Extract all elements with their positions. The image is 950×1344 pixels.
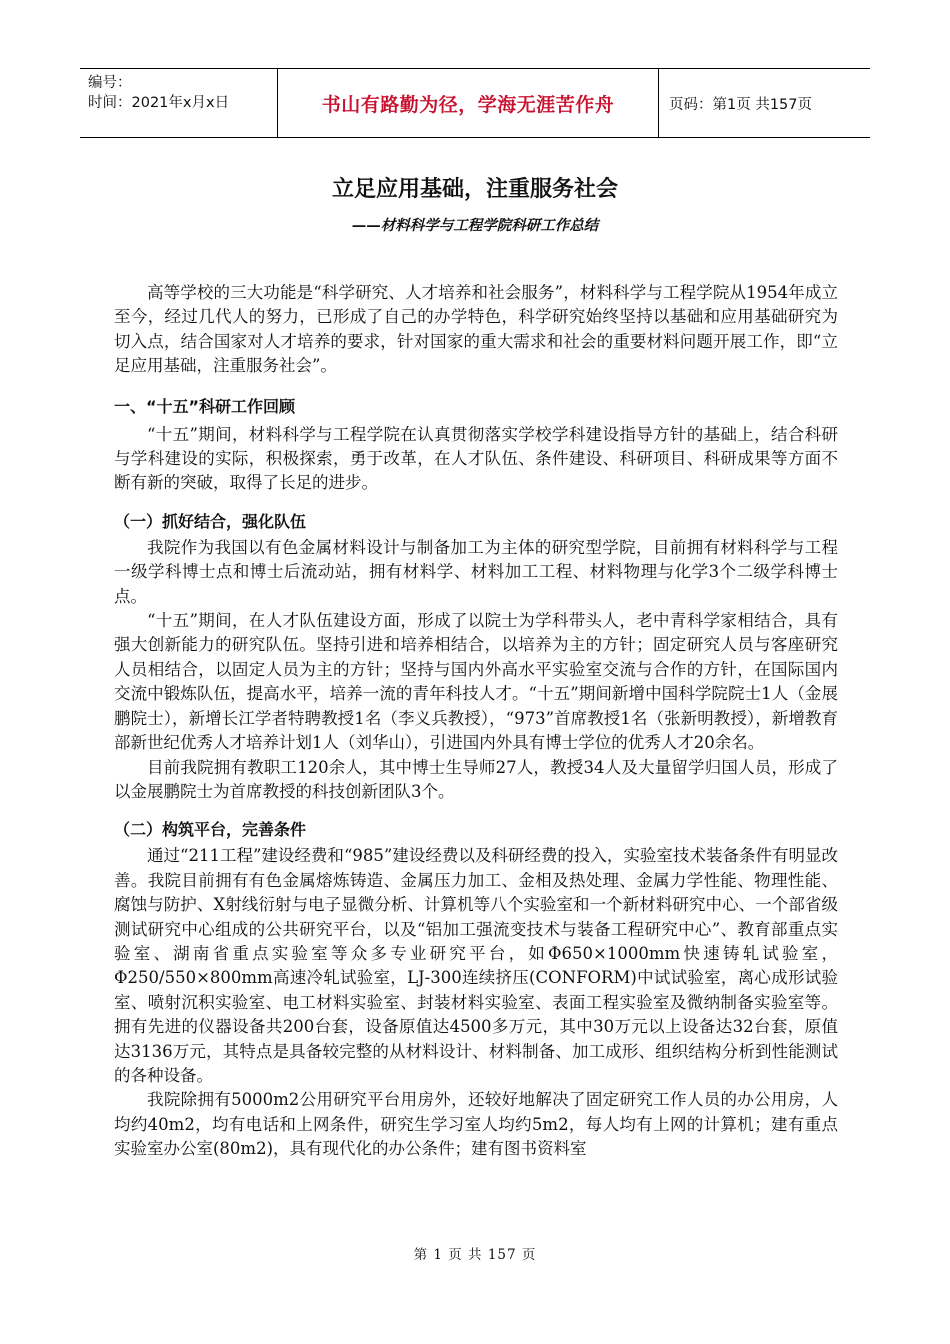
header-page-info xyxy=(659,69,870,137)
body-paragraph: 通过“211工程”建设经费和“985”建设经费以及科研经费的投入，实验室技术装备条件有明显改善。我院目前拥有有色金属熔炼铸造、金属压力加工、金相及热处理、金属力学性能、物理性能、腐蚀与防护、X射线衍射与电子显微分析、计算机等八个实验室和一个新材料研究中心、一个部省级测试研究中心组成的公共研究平台，以及“铝加工强流变技术与装备工程研究中心”、教育部重点实验室、湖南省重点实验室等众多专业研究平台，如Φ650×1000mm快速铸轧试验室，Φ250/550×800mm高速冷轧试验室，LJ-300连续挤压(CONFORM)中试试验室，离心成形试验室、喷射沉积实验室、电工材料实验室、封装材料实验室、表面工程实验室及微纳制备实验室等。拥有先进的仪器设备共200台套，设备原值达4500多万元，其中30万元以上设备达32台套，原值达3136万元，其特点是具备较完整的从材料设计、材料制备、加工成形、组织结构分析到性能测试的各种设备。 xyxy=(114,846,838,1085)
body-paragraph: 我院作为我国以有色金属材料设计与制备加工为主体的研究型学院，目前拥有材料科学与工程一级学科博士点和博士后流动站，拥有材料学、材料加工工程、材料物理与化学3个二级学科博士点。 xyxy=(114,537,838,606)
header-meta xyxy=(80,69,278,137)
document-header xyxy=(80,68,870,138)
document-title: 立足应用基础，注重服务社会 xyxy=(331,177,618,202)
page-footer: 第 1 页 共 157 页 xyxy=(413,1247,537,1263)
time-label: 时间：2021年x月x日 xyxy=(88,95,230,111)
subsection-heading: （二）构筑平台，完善条件 xyxy=(114,820,307,840)
number-label: 编号： xyxy=(88,75,132,91)
body-paragraph: 我院除拥有5000m2公用研究平台用房外，还较好地解决了固定研究工作人员的办公用房，人均约40m2，均有电话和上网条件，研究生学习室人均约5m2，每人均有上网的计算机；建有重点实验室办公室(80m2)，具有现代化的办公条件；建有图书资料室 xyxy=(114,1090,838,1159)
page-info-text: 页码：第1页 共157页 xyxy=(669,96,813,113)
document-subtitle: ——材料科学与工程学院科研工作总结 xyxy=(351,217,599,234)
subsection-heading: （一）抓好结合，强化队伍 xyxy=(114,511,307,531)
document-body xyxy=(114,281,838,1162)
body-paragraph: 目前我院拥有教职工120余人，其中博士生导师27人，教授34人及大量留学归国人员，形成了以金展鹏院士为首席教授的科技创新团队3个。 xyxy=(114,757,838,801)
intro-paragraph: 高等学校的三大功能是“科学研究、人才培养和社会服务”，材料科学与工程学院从1954年成立至今，经过几代人的努力，已形成了自己的办学特色，科学研究始终坚持以基础和应用基础研究为切入点，结合国家对人才培养的要求，针对国家的重大需求和社会的重要材料问题开展工作，即“立足应用基础，注重服务社会”。 xyxy=(114,283,838,376)
body-paragraph: “十五”期间，材料科学与工程学院在认真贯彻落实学校学科建设指导方针的基础上，结合科研与学科建设的实际，积极探索，勇于改革，在人才队伍、条件建设、科研项目、科研成果等方面不断有新的突破，取得了长足的进步。 xyxy=(114,424,838,493)
header-motto-cell xyxy=(278,69,659,137)
motto-text: 书山有路勤为径，学海无涯苦作舟 xyxy=(321,93,615,116)
section-heading: 一、“十五”科研工作回顾 xyxy=(114,396,296,416)
body-paragraph: “十五”期间，在人才队伍建设方面，形成了以院士为学科带头人，老中青科学家相结合，具有强大创新能力的研究队伍。坚持引进和培养相结合，以培养为主的方针；固定研究人员与客座研究人员相结合，以固定人员为主的方针；坚持与国内外高水平实验室交流与合作的方针，在国际国内交流中锻炼队伍，提高水平，培养一流的青年科技人才。“十五”期间新增中国科学院院士1人（金展鹏院士），新增长江学者特聘教授1名（李义兵教授），“973”首席教授1名（张新明教授），新增教育部新世纪优秀人才培养计划1人（刘华山），引进国内外具有博士学位的优秀人才20余名。 xyxy=(114,611,838,753)
